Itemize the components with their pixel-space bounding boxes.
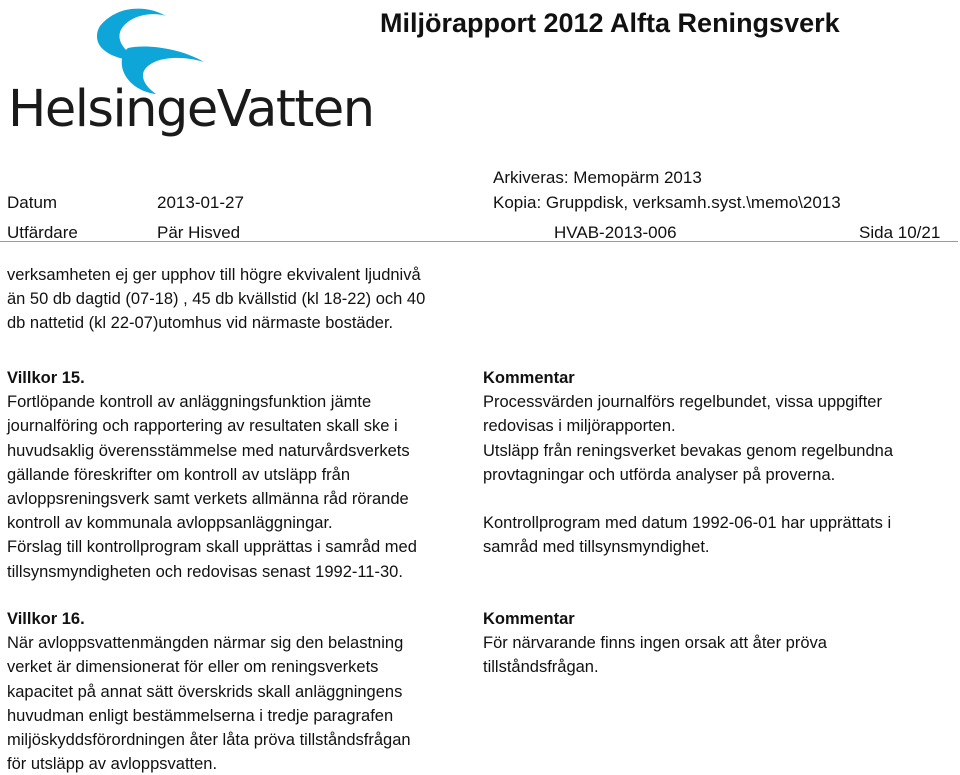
issuer-label: Utfärdare [7,223,78,242]
issuer-value: Pär Hisved [157,223,241,242]
page-number: Sida 10/21 [859,223,941,242]
copy-info: Kopia: Gruppdisk, verksamh.syst.\memo\2013 [493,193,841,212]
document-title: Miljörapport 2012 Alfta Reningsverk [380,8,840,38]
text-line: gällande föreskrifter om kontroll av utsläpp från [7,465,351,484]
document-number: HVAB-2013-006 [554,223,677,242]
text-line: samråd med tillsynsmyndighet. [483,538,710,557]
villkor-16-section [7,607,469,775]
text-line: Fortlöpande kontroll av anläggningsfunktion jämte [7,393,372,412]
date-label: Datum [7,193,58,212]
comment-heading: Kommentar [483,610,575,628]
text-line: Utsläpp från reningsverket bevakas genom regelbundna [483,441,894,460]
archive-info: Arkiveras: Memopärm 2013 [493,168,702,187]
text-line: provtagningar och utförda analyser på proverna. [483,465,836,484]
text-line: kontroll av kommunala avloppsanläggningar. [7,514,333,533]
text-line: tillsynsmyndigheten och redovisas senast 1992-11-30. [7,562,403,581]
text-line: än 50 db dagtid (07-18) , 45 db kvällstid (kl 18-22) och 40 [7,290,426,309]
text-line: tillståndsfrågan. [483,658,599,677]
date-value: 2013-01-27 [157,193,244,212]
text-line: verksamheten ej ger upphov till högre ekvivalent ljudnivå [7,266,421,284]
text-line: huvudsaklig överensstämmelse med naturvårdsverkets [7,441,410,460]
villkor-15-comment [483,366,948,559]
text-line: miljöskyddsförordningen åter låta pröva tillståndsfrågan [7,731,411,750]
text-line: verket är dimensionerat för eller om reningsverkets [7,658,379,677]
comment-heading: Kommentar [483,369,575,387]
text-line: för utsläpp av avloppsvatten. [7,755,218,774]
header-divider [0,241,958,242]
text-line: Kontrollprogram med datum 1992-06-01 har upprättats i [483,514,892,533]
text-line: Förslag till kontrollprogram skall upprättas i samråd med [7,538,417,557]
villkor-15-heading: Villkor 15. [7,369,85,387]
helsingevatten-logo [8,4,374,144]
paragraph-gap [483,487,948,511]
text-line: kapacitet på annat sätt överskrids skall anläggningens [7,682,403,701]
text-line: redovisas i miljörapporten. [483,417,676,436]
text-line: journalföring och rapportering av resultaten skall ske i [7,417,398,436]
villkor-16-heading: Villkor 16. [7,610,85,628]
text-line: huvudman enligt bestämmelserna i tredje paragrafen [7,706,394,725]
text-line: När avloppsvattenmängden närmar sig den belastning [7,634,404,653]
villkor-16-comment [483,607,948,680]
text-line: avloppsreningsverk samt verkets allmänna råd rörande [7,490,409,509]
text-line: db nattetid (kl 22-07)utomhus vid närmaste bostäder. [7,314,394,333]
text-line: Processvärden journalförs regelbundet, vissa uppgifter [483,393,882,412]
logo-text: HelsingeVatten [8,80,374,139]
intro-paragraph [7,263,477,336]
villkor-15-section [7,366,469,584]
text-line: För närvarande finns ingen orsak att åter pröva [483,634,827,653]
